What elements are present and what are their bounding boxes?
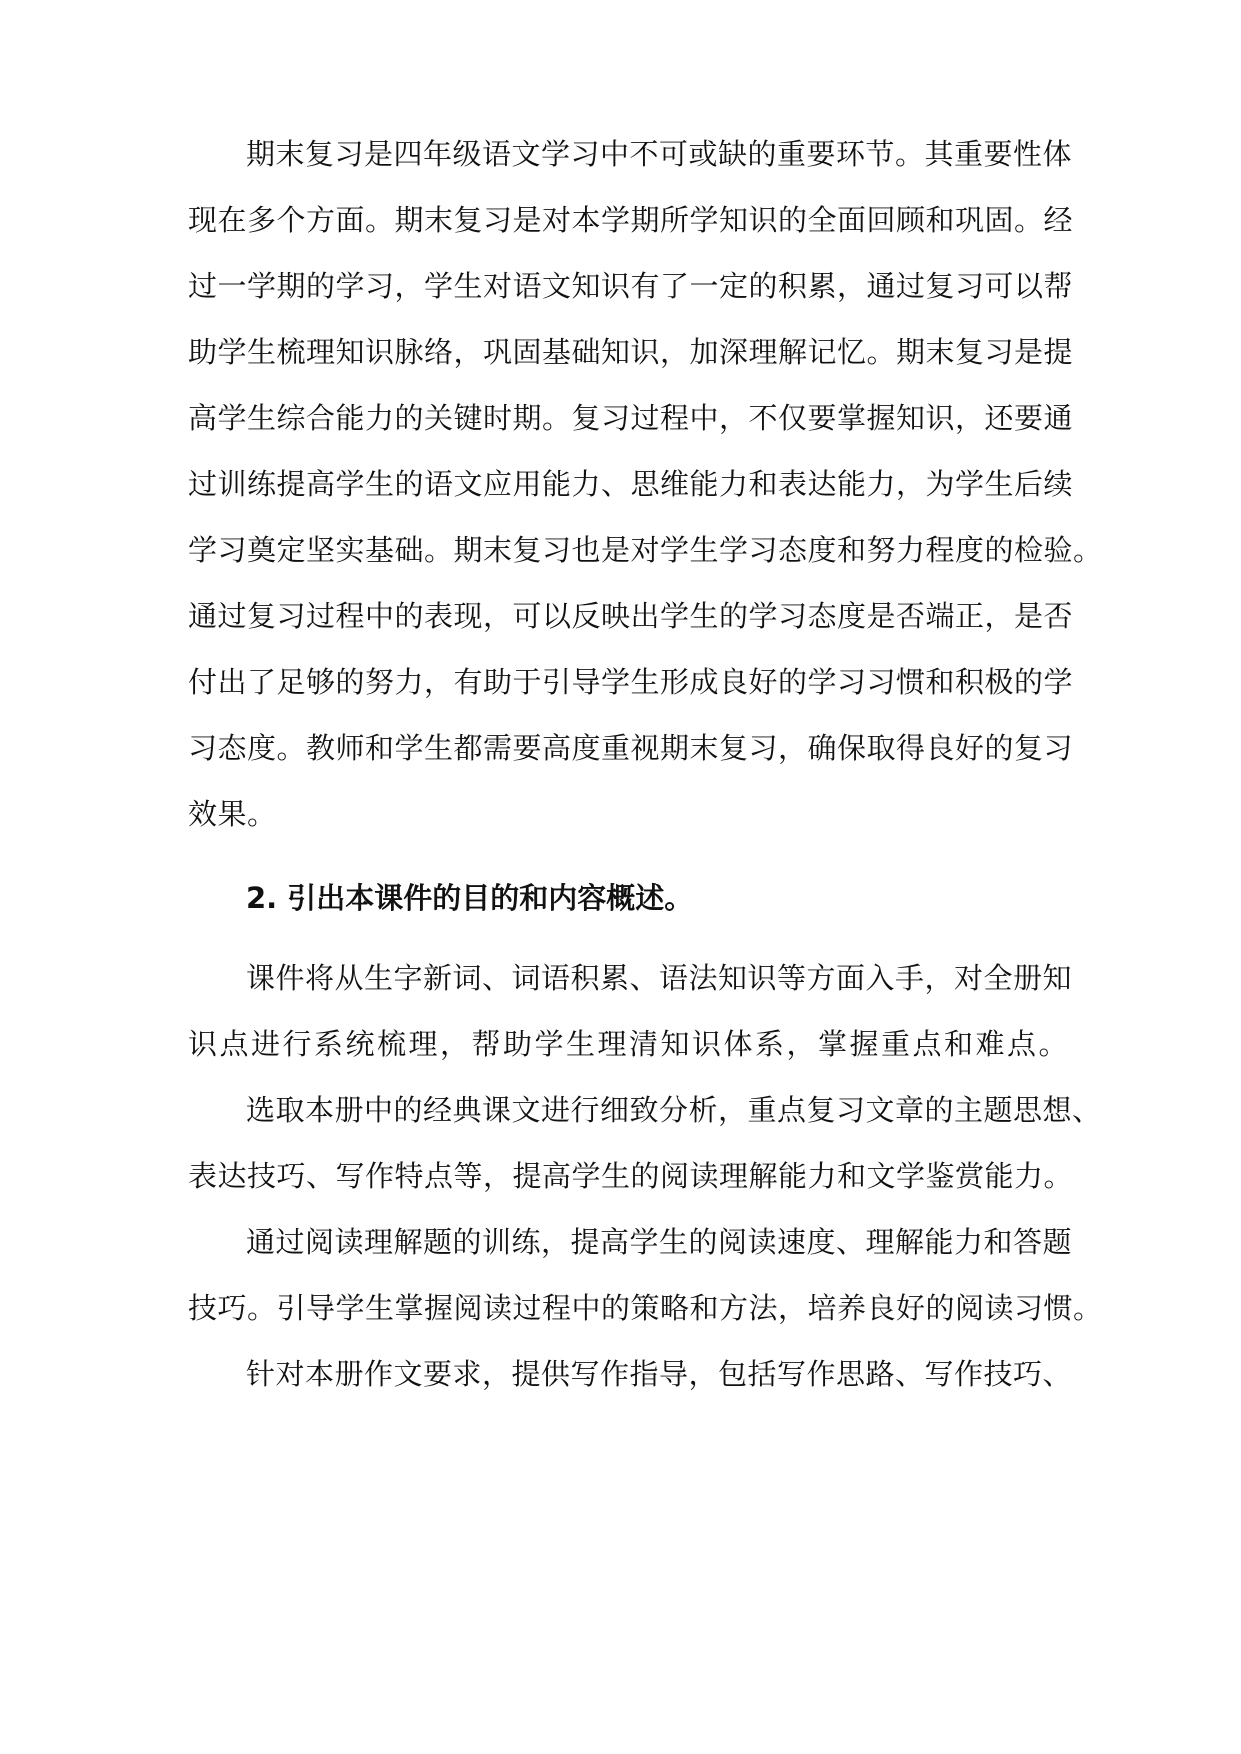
paragraph-1-line-1: 期末复习是四年级语文学习中不可或缺的重要环节。其重要性体 [246,137,1073,171]
paragraph-1-line-7: 学习奠定坚实基础。期末复习也是对学生学习态度和努力程度的检验。 [188,533,1103,567]
paragraph-3-line-1: 选取本册中的经典课文进行细致分析，重点复习文章的主题思想、 [246,1093,1102,1127]
paragraph-1-line-9: 付出了足够的努力，有助于引导学生形成良好的学习习惯和积极的学 [188,665,1074,699]
paragraph-1-line-8: 通过复习过程中的表现，可以反映出学生的学习态度是否端正，是否 [188,599,1074,633]
paragraph-2-line-2: 识点进行系统梳理，帮助学生理清知识体系，掌握重点和难点。 [188,1027,1068,1061]
paragraph-1-line-5: 高学生综合能力的关键时期。复习过程中，不仅要掌握知识，还要通 [188,401,1074,435]
paragraph-1-line-6: 过训练提高学生的语文应用能力、思维能力和表达能力，为学生后续 [188,467,1074,501]
paragraph-1-line-3: 过一学期的学习，学生对语文知识有了一定的积累，通过复习可以帮 [188,269,1074,303]
paragraph-1-line-10: 习态度。教师和学生都需要高度重视期末复习，确保取得良好的复习 [188,731,1074,765]
paragraph-1-line-11: 效果。 [188,797,277,831]
section-heading: 2. 引出本课件的目的和内容概述。 [246,881,694,915]
paragraph-1-line-2: 现在多个方面。期末复习是对本学期所学知识的全面回顾和巩固。经 [188,203,1074,237]
paragraph-2-line-1: 课件将从生字新词、词语积累、语法知识等方面入手，对全册知 [246,961,1073,995]
paragraph-1-line-4: 助学生梳理知识脉络，巩固基础知识，加深理解记忆。期末复习是提 [188,335,1074,369]
paragraph-5-line-1: 针对本册作文要求，提供写作指导，包括写作思路、写作技巧、 [246,1357,1073,1391]
paragraph-3-line-2: 表达技巧、写作特点等，提高学生的阅读理解能力和文学鉴赏能力。 [188,1159,1074,1193]
paragraph-4-line-2: 技巧。引导学生掌握阅读过程中的策略和方法，培养良好的阅读习惯。 [188,1291,1103,1325]
paragraph-4-line-1: 通过阅读理解题的训练，提高学生的阅读速度、理解能力和答题 [246,1225,1073,1259]
